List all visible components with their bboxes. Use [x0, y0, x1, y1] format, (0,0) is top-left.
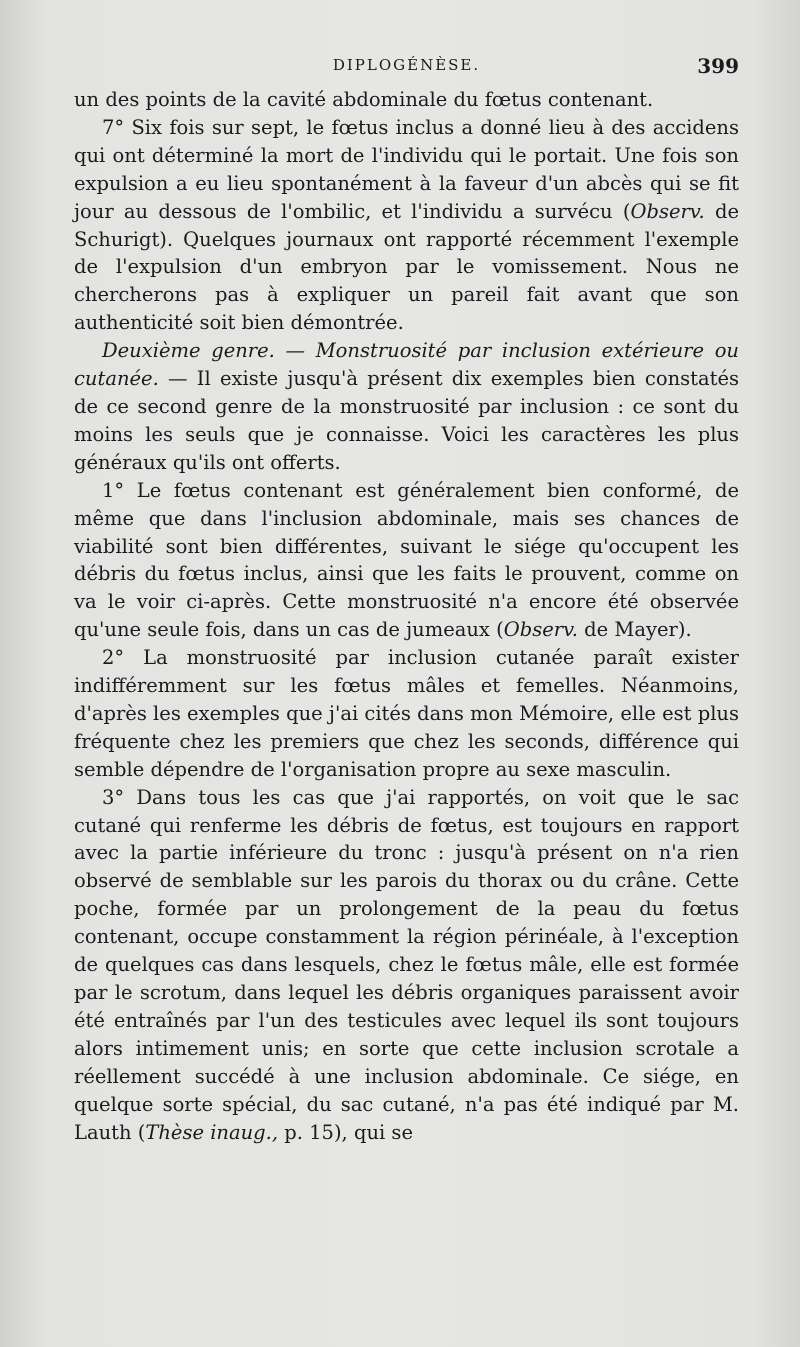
- text-run: de Mayer).: [577, 618, 692, 642]
- italic-text-run: Thèse inaug.,: [145, 1120, 279, 1144]
- text-run: 1° Le fœtus contenant est généralement bien conformé, de même que dans l'inclusion abdominale, mais ses chances de viabilité sont bien différentes, suivant le siége qu'occupent les débris du fœtus inclus, ainsi que les faits le prouvent, comme on va le voir ci-après. Cette monstruosité n'a encore été observée qu'une seule fois, dans un cas de jumeaux (: [74, 478, 739, 642]
- text-run: 2° La monstruosité par inclusion cutanée paraît exister indifféremment sur les fœtus mâles et femelles. Néanmoins, d'après les exemples que j'ai cités dans mon Mémoire, elle est plus fréquente chez les premiers que chez les seconds, différence qui semble dépendre de l'organisation propre au sexe masculin.: [74, 646, 739, 781]
- page-header: [74, 54, 739, 80]
- running-head: DIPLOGÉNÈSE.: [332, 56, 481, 74]
- body-text: [74, 86, 739, 1146]
- paragraph: [74, 337, 739, 477]
- paragraph: [74, 114, 739, 337]
- italic-text-run: Deuxième genre. — Monstruosité par inclusion extérieure ou cutanée.: [74, 339, 739, 391]
- paragraph: [74, 86, 739, 114]
- text-run: 3° Dans tous les cas que j'ai rapportés, on voit que le sac cutané qui renferme les débris de fœtus, est toujours en rapport avec la partie inférieure du tronc : jusqu'à présent on n'a rien observé de semblable sur les parois du thorax ou du crâne. Cette poche, formée par un prolongement de la peau du fœtus contenant, occupe constamment la région périnéale, à l'exception de quelques cas dans lesquels, chez le fœtus mâle, elle est formée par le scrotum, dans lequel les débris organiques paraissent avoir été entraînés par l'un des testicules avec lequel ils sont toujours alors intimement unis; en sorte que cette inclusion scrotale a réellement succédé à une inclusion abdominale. Ce siége, en quelque sorte spécial, du sac cutané, n'a pas été indiqué par M. Lauth (: [74, 785, 739, 1144]
- page-number: 399: [697, 54, 739, 78]
- paragraph: [74, 644, 739, 784]
- text-run: un des points de la cavité abdominale du fœtus contenant.: [74, 88, 654, 111]
- italic-text-run: Observ.: [630, 199, 705, 223]
- italic-text-run: Observ.: [503, 618, 578, 642]
- text-run: — Il existe jusqu'à présent dix exemples bien constatés de ce second genre de la monstruosité par inclusion : ce sont du moins les seuls que je connaisse. Voici les caractères les plus généraux qu'ils ont offerts.: [74, 367, 739, 474]
- text-run: de Schurigt). Quelques journaux ont rapporté récemment l'exemple de l'expulsion d'un embryon par le vomissement. Nous ne chercherons pas à expliquer un pareil fait avant que son authenticité soit bien démontrée.: [74, 199, 739, 335]
- text-run: p. 15), qui se: [278, 1120, 413, 1144]
- text-run: 7° Six fois sur sept, le fœtus inclus a donné lieu à des accidens qui ont déterminé la mort de l'individu qui le portait. Une fois son expulsion a eu lieu spontanément à la faveur d'un abcès qui se fit jour au dessous de l'ombilic, et l'individu a survécu (: [74, 115, 739, 223]
- paragraph: [74, 477, 739, 644]
- paragraph: [74, 784, 739, 1147]
